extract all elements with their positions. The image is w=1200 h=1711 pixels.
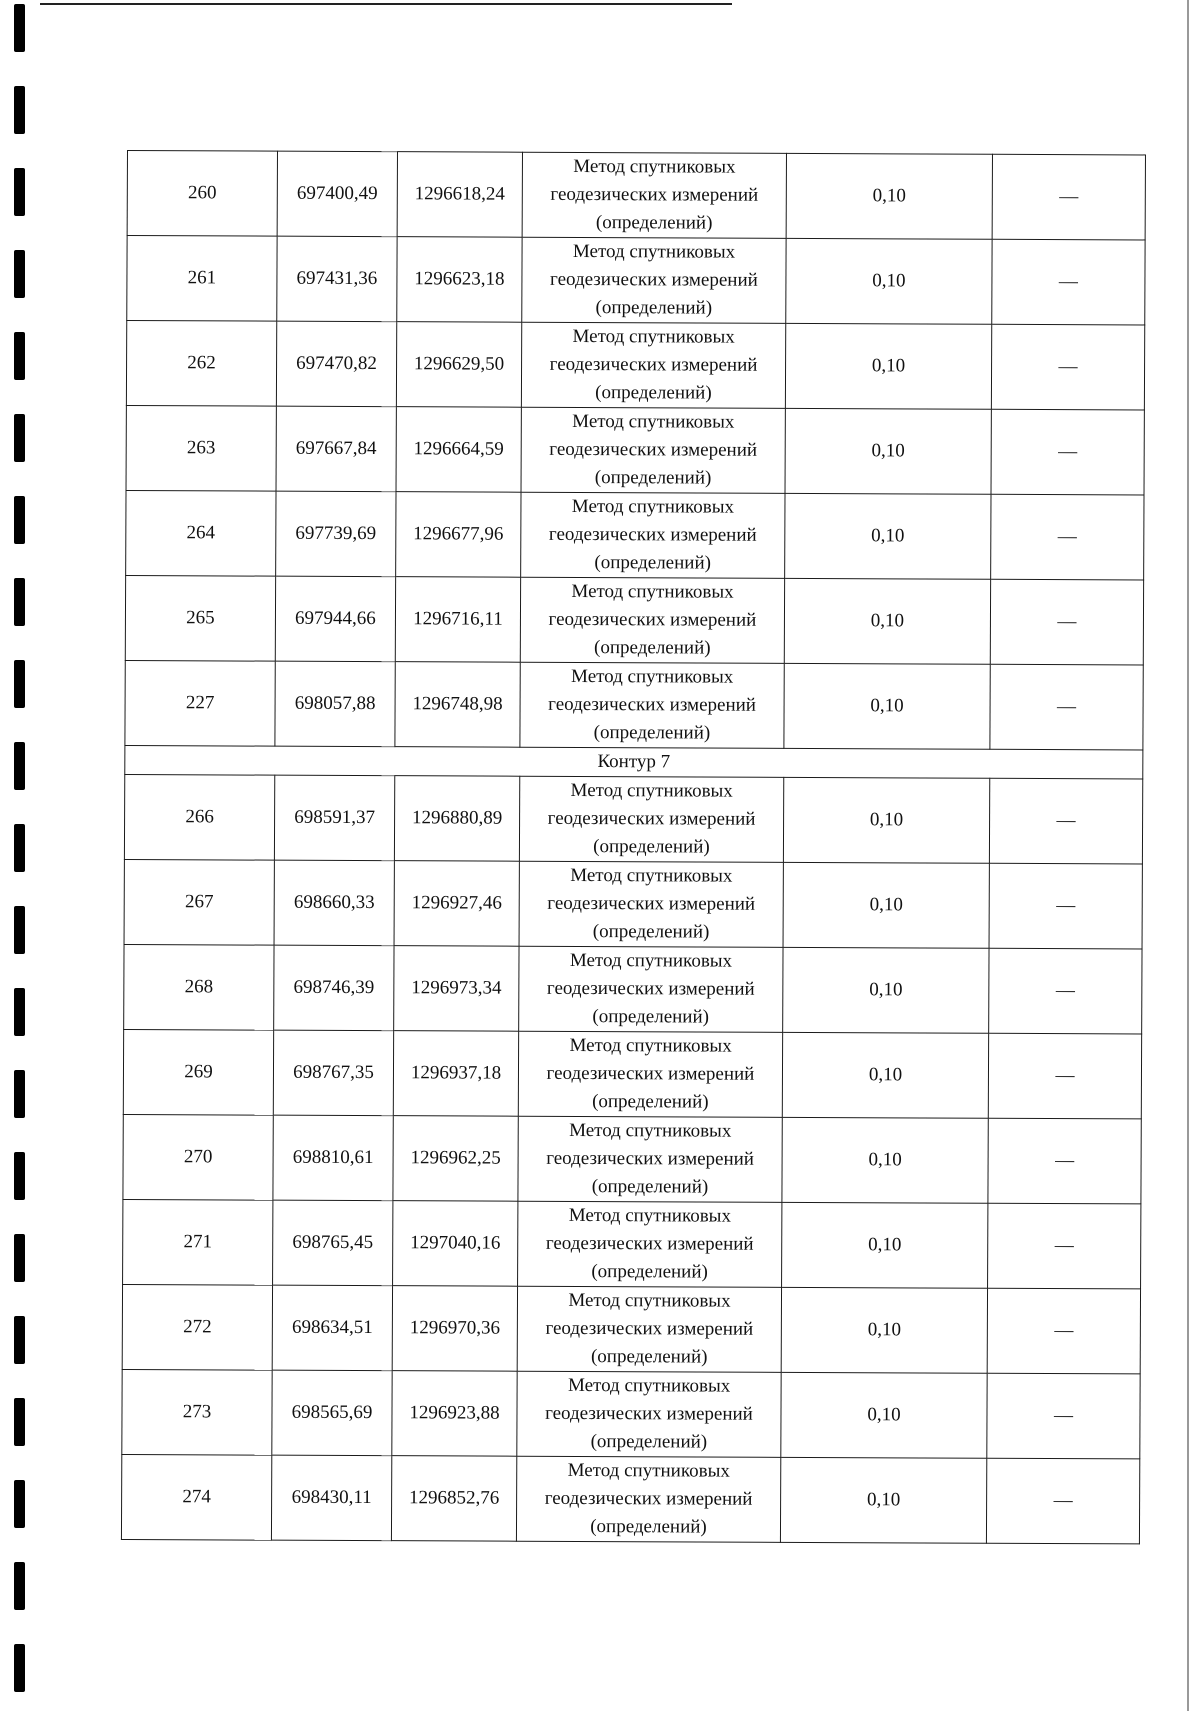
accuracy-cell: 0,10 xyxy=(785,493,991,579)
method-line-1: Метод спутниковых xyxy=(571,580,734,603)
accuracy-cell: 0,10 xyxy=(784,578,990,664)
x-coordinate-cell: 698765,45 xyxy=(273,1200,393,1286)
x-coordinate-cell: 697400,49 xyxy=(277,151,397,237)
method-line-1: Метод спутниковых xyxy=(569,1034,732,1057)
method-line-3: (определений) xyxy=(591,1176,709,1198)
method-line-2: геодезических измерений xyxy=(549,438,758,461)
table-row xyxy=(123,1114,1141,1203)
table-row xyxy=(124,859,1142,948)
point-number-cell: 264 xyxy=(126,490,276,576)
method-line-1: Метод спутниковых xyxy=(569,949,733,972)
binding-mark xyxy=(14,4,25,52)
y-coordinate-cell: 1296923,88 xyxy=(392,1371,517,1457)
y-coordinate-cell: 1296623,18 xyxy=(397,237,522,323)
method-line-1: Метод спутниковых xyxy=(570,864,733,887)
y-coordinate-cell: 1296927,46 xyxy=(394,861,519,947)
point-number-cell: 262 xyxy=(126,321,276,407)
accuracy-cell: 0,10 xyxy=(782,1117,988,1203)
point-number-cell: 266 xyxy=(124,774,274,860)
note-cell: — xyxy=(987,1373,1140,1459)
point-number-cell: 261 xyxy=(127,236,277,322)
method-line-2: геодезических измерений xyxy=(546,977,755,1000)
binding-mark xyxy=(14,1070,25,1118)
method-line-1: Метод спутниковых xyxy=(571,665,734,688)
point-number-cell: 270 xyxy=(123,1114,273,1200)
note-cell: — xyxy=(988,1203,1141,1289)
table-row xyxy=(121,1454,1139,1543)
method-line-3: (определений) xyxy=(590,1516,707,1538)
point-number-cell: 263 xyxy=(126,405,276,491)
note-cell: — xyxy=(989,863,1142,949)
binding-mark xyxy=(14,1152,25,1200)
method-line-2: геодезических измерений xyxy=(546,1062,755,1085)
x-coordinate-cell: 698565,69 xyxy=(272,1370,392,1456)
y-coordinate-cell: 1296716,11 xyxy=(395,577,520,663)
note-cell: — xyxy=(992,239,1145,325)
binding-mark xyxy=(14,1316,25,1364)
x-coordinate-cell: 698660,33 xyxy=(274,860,394,946)
method-cell xyxy=(518,1201,782,1287)
note-cell: — xyxy=(992,154,1145,240)
x-coordinate-cell: 697470,82 xyxy=(276,321,396,407)
method-line-2: геодезических измерений xyxy=(547,807,756,830)
method-line-1: Метод спутниковых xyxy=(571,495,735,518)
method-cell xyxy=(518,1031,782,1117)
method-line-1: Метод спутниковых xyxy=(573,155,736,178)
point-number-cell: 260 xyxy=(127,151,277,237)
method-cell xyxy=(520,662,784,748)
accuracy-cell: 0,10 xyxy=(786,153,992,239)
binding-mark xyxy=(14,1234,25,1282)
coordinates-table xyxy=(121,150,1146,1544)
accuracy-cell: 0,10 xyxy=(785,408,991,494)
method-cell xyxy=(517,1286,781,1372)
point-number-cell: 272 xyxy=(122,1284,272,1370)
point-number-cell: 274 xyxy=(121,1454,271,1540)
table-row xyxy=(125,660,1143,749)
accuracy-cell: 0,10 xyxy=(780,1457,986,1543)
method-line-3: (определений) xyxy=(594,552,712,574)
method-line-1: Метод спутниковых xyxy=(572,240,736,263)
y-coordinate-cell: 1296962,25 xyxy=(393,1116,518,1202)
note-cell: — xyxy=(990,579,1143,665)
x-coordinate-cell: 697944,66 xyxy=(275,576,395,662)
method-cell xyxy=(522,237,786,323)
method-cell xyxy=(518,1116,782,1202)
method-line-3: (определений) xyxy=(592,1091,709,1113)
binding-mark xyxy=(14,414,25,462)
note-cell: — xyxy=(988,1118,1141,1204)
y-coordinate-cell: 1296677,96 xyxy=(396,492,521,578)
table-row xyxy=(122,1284,1140,1373)
table-row xyxy=(125,575,1143,664)
x-coordinate-cell: 698591,37 xyxy=(274,775,394,861)
method-line-2: геодезических измерений xyxy=(549,353,758,376)
y-coordinate-cell: 1296852,76 xyxy=(391,1456,516,1542)
x-coordinate-cell: 698057,88 xyxy=(275,661,395,747)
point-number-cell: 267 xyxy=(124,859,274,945)
method-line-3: (определений) xyxy=(590,1346,708,1368)
accuracy-cell: 0,10 xyxy=(783,862,989,948)
contour-header-row xyxy=(125,745,1143,778)
binding-mark xyxy=(14,988,25,1036)
table-row xyxy=(123,1029,1141,1118)
x-coordinate-cell: 697667,84 xyxy=(276,406,396,492)
method-line-2: геодезических измерений xyxy=(544,1487,753,1510)
y-coordinate-cell: 1297040,16 xyxy=(393,1201,518,1287)
method-line-1: Метод спутниковых xyxy=(567,1374,731,1397)
method-line-2: геодезических измерений xyxy=(546,1147,755,1170)
method-cell xyxy=(521,407,785,493)
method-cell xyxy=(519,861,783,947)
method-line-3: (определений) xyxy=(595,382,712,404)
binding-marks xyxy=(14,0,44,1711)
method-cell xyxy=(522,152,786,238)
x-coordinate-cell: 698810,61 xyxy=(273,1115,393,1201)
x-coordinate-cell: 697739,69 xyxy=(276,491,396,577)
method-line-1: Метод спутниковых xyxy=(568,1289,731,1312)
note-cell: — xyxy=(991,324,1144,410)
accuracy-cell: 0,10 xyxy=(783,777,989,863)
method-cell xyxy=(519,946,783,1032)
note-cell: — xyxy=(989,948,1142,1034)
method-line-3: (определений) xyxy=(592,921,710,943)
y-coordinate-cell: 1296618,24 xyxy=(397,152,522,238)
top-rule xyxy=(40,3,732,5)
x-coordinate-cell: 698746,39 xyxy=(274,945,394,1031)
accuracy-cell: 0,10 xyxy=(784,663,990,749)
note-cell: — xyxy=(986,1458,1139,1544)
x-coordinate-cell: 698634,51 xyxy=(272,1285,392,1371)
method-cell xyxy=(521,492,785,578)
accuracy-cell: 0,10 xyxy=(782,1202,988,1288)
accuracy-cell: 0,10 xyxy=(782,1032,988,1118)
method-line-2: геодезических измерений xyxy=(550,268,758,291)
accuracy-cell: 0,10 xyxy=(781,1287,987,1373)
method-cell xyxy=(521,322,785,408)
point-number-cell: 268 xyxy=(124,944,274,1030)
method-line-3: (определений) xyxy=(593,836,710,858)
table-body xyxy=(121,151,1145,1544)
method-line-1: Метод спутниковых xyxy=(568,1204,732,1227)
method-line-3: (определений) xyxy=(594,467,712,489)
y-coordinate-cell: 1296970,36 xyxy=(392,1286,517,1372)
binding-mark xyxy=(14,578,25,626)
point-number-cell: 269 xyxy=(123,1029,273,1115)
method-cell xyxy=(516,1456,780,1542)
table-row xyxy=(123,1199,1141,1288)
method-line-3: (определений) xyxy=(595,297,713,319)
table-row xyxy=(127,236,1145,325)
y-coordinate-cell: 1296664,59 xyxy=(396,407,521,493)
point-number-cell: 265 xyxy=(125,575,275,661)
binding-mark xyxy=(14,1398,25,1446)
method-line-2: геодезических измерений xyxy=(548,693,757,716)
table-row xyxy=(126,321,1144,410)
method-line-3: (определений) xyxy=(593,722,711,744)
page-edge-line xyxy=(1187,0,1189,1711)
table-row xyxy=(127,151,1145,240)
x-coordinate-cell: 697431,36 xyxy=(277,236,397,322)
table-row xyxy=(124,774,1142,863)
binding-mark xyxy=(14,496,25,544)
method-cell xyxy=(517,1371,781,1457)
method-line-3: (определений) xyxy=(591,1261,708,1283)
y-coordinate-cell: 1296629,50 xyxy=(396,322,521,408)
accuracy-cell: 0,10 xyxy=(781,1372,987,1458)
binding-mark xyxy=(14,1562,25,1610)
note-cell: — xyxy=(990,664,1143,750)
binding-mark xyxy=(14,86,25,134)
y-coordinate-cell: 1296880,89 xyxy=(394,776,519,862)
method-line-1: Метод спутниковых xyxy=(572,325,735,348)
table-row xyxy=(122,1369,1140,1458)
method-line-3: (определений) xyxy=(595,212,713,234)
method-line-1: Метод спутниковых xyxy=(570,779,733,802)
method-line-3: (определений) xyxy=(590,1431,708,1453)
table-row xyxy=(124,944,1142,1033)
method-line-2: геодезических измерений xyxy=(547,892,756,915)
table-row xyxy=(126,490,1144,579)
x-coordinate-cell: 698430,11 xyxy=(271,1455,391,1541)
method-line-3: (определений) xyxy=(594,637,711,659)
x-coordinate-cell: 698767,35 xyxy=(273,1030,393,1116)
binding-mark xyxy=(14,332,25,380)
point-number-cell: 273 xyxy=(122,1369,272,1455)
binding-mark xyxy=(14,660,25,708)
method-cell xyxy=(519,776,783,862)
point-number-cell: 227 xyxy=(125,660,275,746)
method-line-2: геодезических измерений xyxy=(545,1317,754,1340)
note-cell: — xyxy=(989,778,1142,864)
method-line-3: (определений) xyxy=(592,1006,710,1028)
binding-mark xyxy=(14,824,25,872)
table-row xyxy=(126,405,1144,494)
binding-mark xyxy=(14,742,25,790)
method-line-2: геодезических измерений xyxy=(545,1232,754,1255)
method-line-2: геодезических измерений xyxy=(545,1402,753,1425)
binding-mark xyxy=(14,1480,25,1528)
method-line-1: Метод спутниковых xyxy=(569,1119,732,1142)
note-cell: — xyxy=(991,409,1144,495)
method-line-2: геодезических измерений xyxy=(548,523,757,546)
method-cell xyxy=(520,577,784,663)
note-cell: — xyxy=(988,1033,1141,1119)
contour-label: Контур 7 xyxy=(125,745,1143,778)
note-cell: — xyxy=(987,1288,1140,1374)
method-line-2: геодезических измерений xyxy=(548,608,757,631)
binding-mark xyxy=(14,250,25,298)
y-coordinate-cell: 1296973,34 xyxy=(394,946,519,1032)
point-number-cell: 271 xyxy=(123,1199,273,1285)
method-line-1: Метод спутниковых xyxy=(572,410,735,433)
binding-mark xyxy=(14,906,25,954)
method-line-2: геодезических измерений xyxy=(550,183,759,206)
y-coordinate-cell: 1296748,98 xyxy=(395,662,520,748)
accuracy-cell: 0,10 xyxy=(785,323,991,409)
y-coordinate-cell: 1296937,18 xyxy=(393,1031,518,1117)
accuracy-cell: 0,10 xyxy=(786,238,992,324)
note-cell: — xyxy=(991,494,1144,580)
binding-mark xyxy=(14,1644,25,1692)
accuracy-cell: 0,10 xyxy=(783,947,989,1033)
method-line-1: Метод спутниковых xyxy=(567,1459,730,1482)
binding-mark xyxy=(14,168,25,216)
